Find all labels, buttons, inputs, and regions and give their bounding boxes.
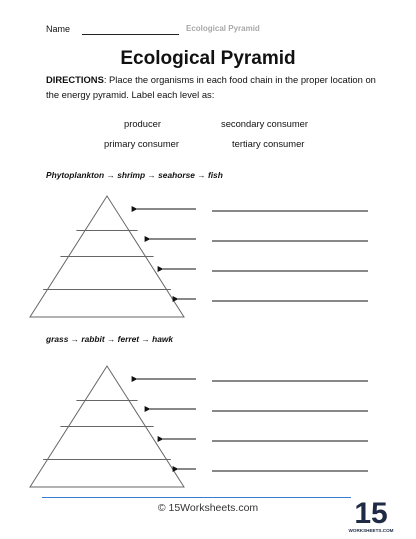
- term-producer: producer: [124, 118, 162, 129]
- food-chain-2: grass → rabbit → ferret → hawk: [46, 334, 174, 344]
- pyramid-1: [30, 196, 368, 317]
- directions-text: : Place the organisms in each food chain in the proper location on the energy pyramid. Label each level as:: [46, 74, 376, 100]
- term-tertiary-consumer: tertiary consumer: [232, 138, 305, 149]
- term-secondary-consumer: secondary consumer: [221, 118, 309, 129]
- header-tag: Ecological Pyramid: [186, 24, 260, 33]
- name-label: Name: [46, 24, 71, 34]
- directions-label: DIRECTIONS: [46, 74, 104, 85]
- page-title: Ecological Pyramid: [120, 48, 296, 69]
- food-chain-1: Phytoplankton → shrimp → seahorse → fish: [46, 170, 223, 180]
- logo-text: WORKSHEETS.COM: [348, 528, 394, 533]
- term-primary-consumer: primary consumer: [104, 138, 180, 149]
- logo-number: 15: [354, 497, 388, 530]
- footer-divider: [42, 497, 378, 498]
- 15worksheets-logo: [348, 494, 394, 534]
- pyramid-2: [30, 366, 368, 487]
- footer-copyright: © 15Worksheets.com: [157, 502, 259, 514]
